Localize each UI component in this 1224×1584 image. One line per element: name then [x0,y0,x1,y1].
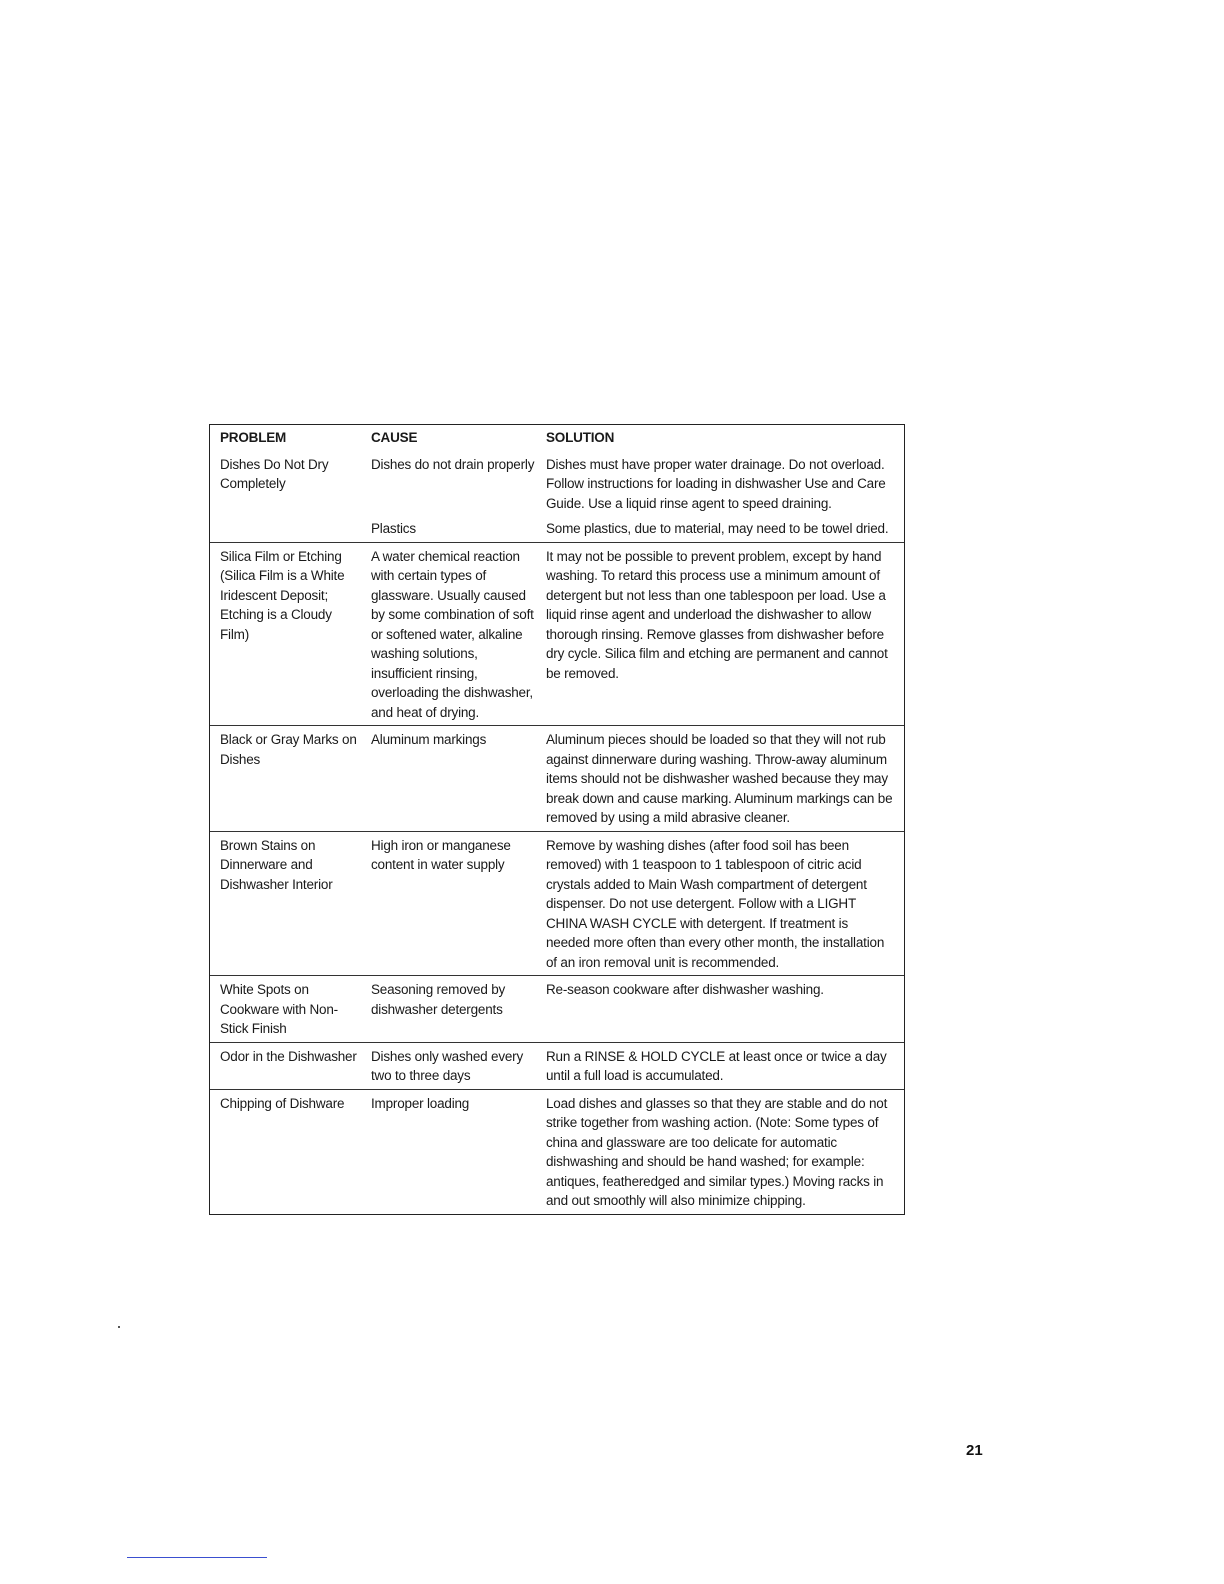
cause-solution-pair [362,1094,904,1211]
solution-cell: Remove by washing dishes (after food soil has been removed) with 1 teaspoon to 1 tablespoon of citric acid crystals added to Main Wash compartment of detergent dispenser. Do not use detergent. Follow with a LIGHT CHINA WASH CYCLE with detergent. If treatment is needed more often than every other month, the installation of an iron removal unit is recommended. [546,837,885,970]
table-row [210,542,904,726]
table-row [210,1042,904,1089]
cause-solution-pair [362,1047,904,1086]
solution-cell: Run a RINSE & HOLD CYCLE at least once or twice a day until a full load is accumulated. [546,1048,887,1083]
table-row [210,831,904,976]
cause-cell: Improper loading [371,1095,470,1111]
table-header-row [210,425,904,451]
cause-solution-pair [362,455,904,514]
solution-cell: Dishes must have proper water drainage. Do not overload. Follow instructions for loading in dishwasher Use and Care Guide. Use a liquid rinse agent to speed draining. [546,456,886,511]
solution-cell: Aluminum pieces should be loaded so that they will not rub against dinnerware during washing. Throw-away aluminum items should not be dishwasher washed because they may break down and cause marking. Aluminum markings can be removed by using a mild abrasive cleaner. [546,732,893,825]
cause-solution-group [362,1043,904,1089]
table-row [210,451,904,542]
problem-cell: Brown Stains on Dinnerware and Dishwasher Interior [220,837,333,892]
cause-solution-group [362,451,904,542]
cause-solution-pair [362,547,904,723]
table-body [210,451,904,1214]
solution-cell: Re-season cookware after dishwasher washing. [546,982,824,997]
cause-solution-group [362,1090,904,1214]
cause-solution-pair [362,519,904,539]
cause-solution-group [362,976,904,1042]
header-problem: PROBLEM [220,430,287,445]
problem-cell: White Spots on Cookware with Non-Stick Finish [220,982,338,1036]
solution-cell: Some plastics, due to material, may need to be towel dried. [546,521,889,536]
cause-solution-group [362,543,904,726]
cause-cell: Plastics [371,521,416,536]
page-number: 21 [966,1442,983,1459]
cause-solution-pair [362,836,904,973]
header-solution: SOLUTION [546,430,615,445]
cause-solution-pair [362,980,904,1019]
solution-cell: It may not be possible to prevent problem, except by hand washing. To retard this process use a minimum amount of detergent but not less than one tablespoon per load. Use a liquid rinse agent and underload the dishwasher to allow thorough rinsing. Remove glasses from dishwasher before dry cycle. Silica film and etching are permanent and cannot be removed. [546,548,888,681]
problem-cell: Silica Film or Etching (Silica Film is a White Iridescent Deposit; Etching is a Cloudy Film) [220,548,345,642]
cause-solution-pair [362,730,904,828]
cause-cell: Seasoning removed by dishwasher detergents [371,982,506,1017]
cause-cell: Dishes only washed every two to three days [371,1048,524,1083]
cause-cell: High iron or manganese content in water supply [371,837,511,872]
troubleshooting-table [209,424,905,1215]
cause-solution-group [362,726,904,831]
scan-speck [118,1326,120,1328]
table-row [210,1089,904,1214]
problem-cell: Dishes Do Not Dry Completely [220,456,329,491]
problem-cell: Odor in the Dishwasher [220,1048,357,1064]
cause-cell: A water chemical reaction with certain types of glassware. Usually caused by some combination of soft or softened water, alkaline washing solutions, insufficient rinsing, overloading the dishwasher, and heat of drying. [371,548,534,720]
problem-cell: Black or Gray Marks on Dishes [220,732,357,767]
table-row [210,725,904,831]
cause-solution-group [362,832,904,976]
solution-cell: Load dishes and glasses so that they are stable and do not strike together from washing action. (Note: Some types of china and glassware are too delicate for automatic dishwashing and should be hand washed; for example: antiques, featheredged and similar types.) Moving racks in and out smoothly will also minimize chipping. [546,1095,888,1208]
cause-cell: Aluminum markings [371,732,487,747]
table-row [210,975,904,1042]
header-cause: CAUSE [371,430,418,445]
footer-rule [127,1557,267,1558]
cause-cell: Dishes do not drain properly [371,456,535,472]
problem-cell: Chipping of Dishware [220,1095,345,1111]
